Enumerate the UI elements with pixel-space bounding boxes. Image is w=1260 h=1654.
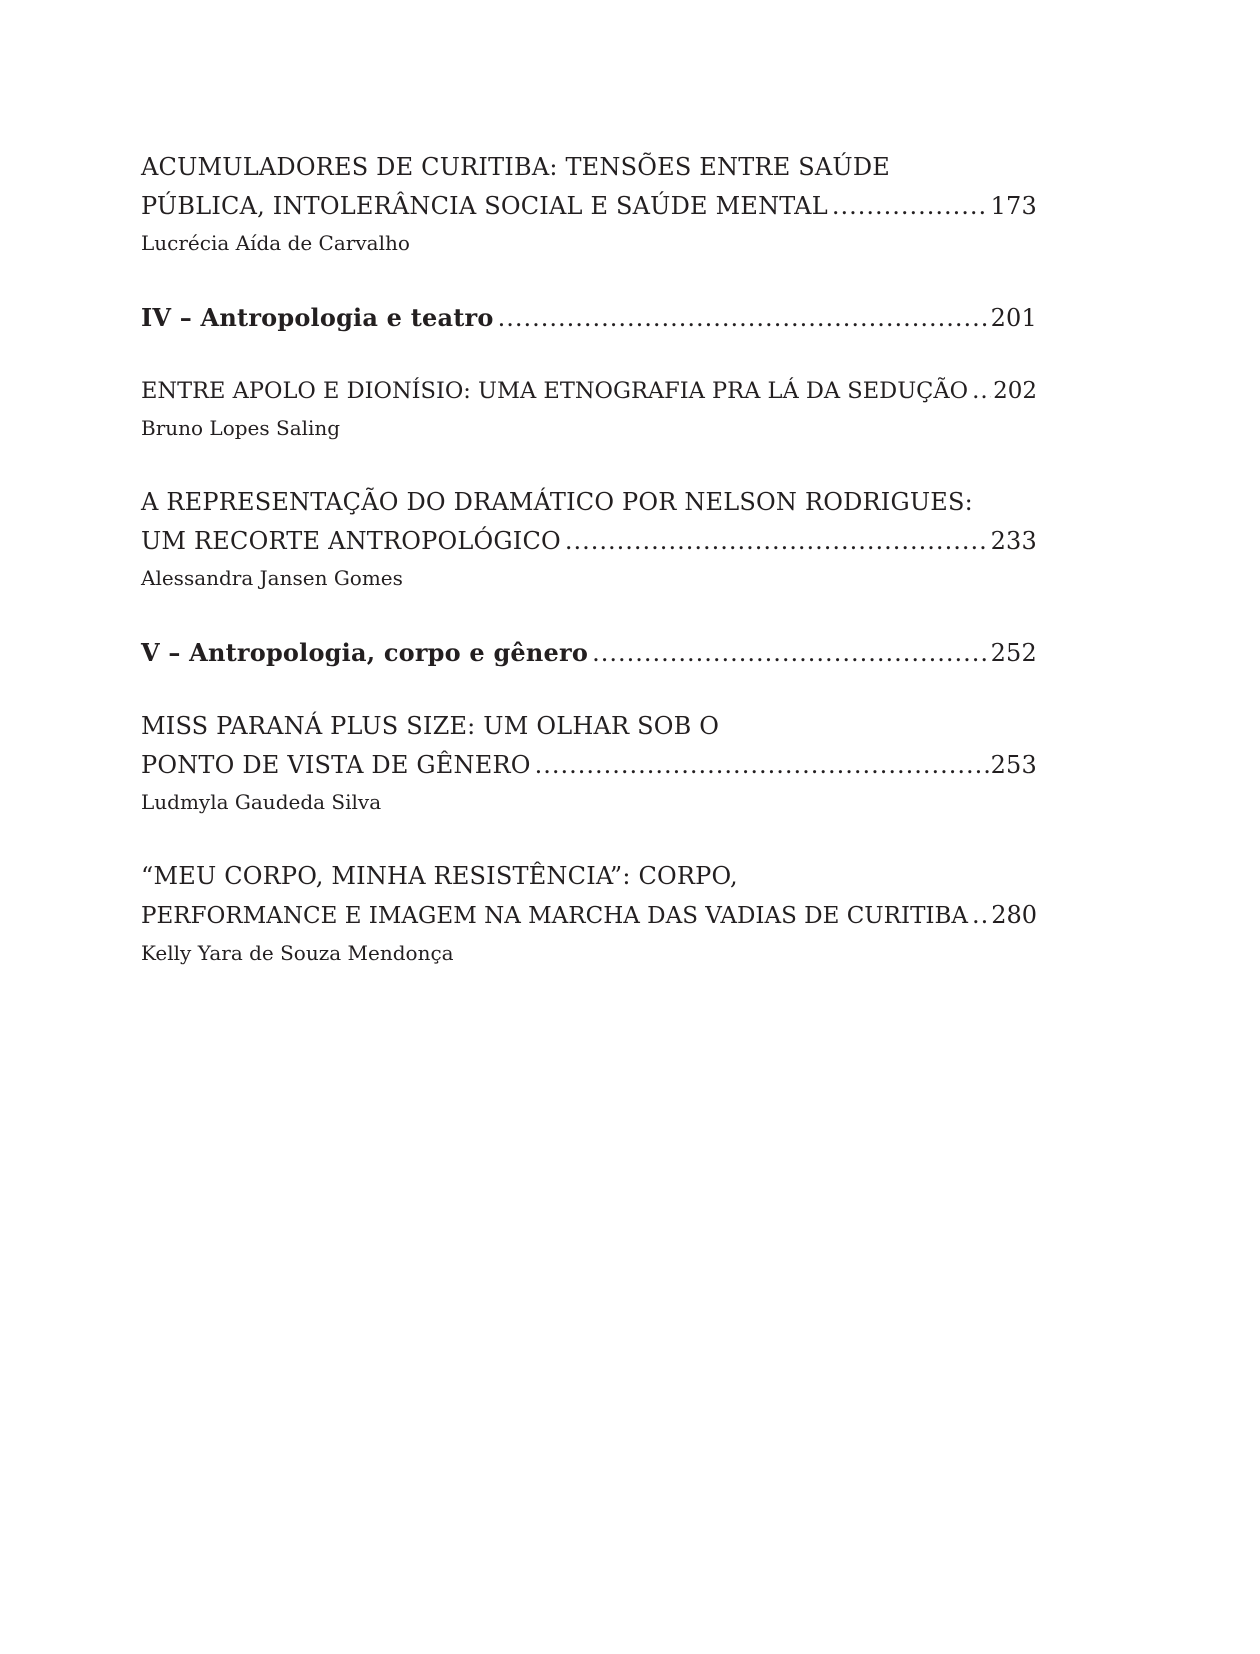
toc-title-leader-line xyxy=(141,522,1037,561)
page-number: 252 xyxy=(990,639,1037,667)
page-number: 202 xyxy=(993,378,1037,404)
dot-leader xyxy=(972,372,991,411)
dot-leader xyxy=(565,522,989,561)
author-name: Kelly Yara de Souza Mendonça xyxy=(141,941,454,965)
dot-leader xyxy=(592,634,989,673)
toc-title-leader-line xyxy=(141,896,1037,936)
author-name: Alessandra Jansen Gomes xyxy=(141,566,403,590)
dot-leader xyxy=(972,896,989,935)
page-number: 173 xyxy=(990,192,1037,220)
toc-title-line: PONTO DE VISTA DE GÊNERO xyxy=(141,751,531,779)
dot-leader xyxy=(832,187,989,226)
toc-title-leader-line xyxy=(141,746,1037,785)
toc-title-line: UM RECORTE ANTROPOLÓGICO xyxy=(141,527,561,555)
toc-title-line: PÚBLICA, INTOLERÂNCIA SOCIAL E SAÚDE MENTAL xyxy=(141,192,828,220)
toc-section-leader-line xyxy=(141,633,1037,673)
toc-title-leader-line xyxy=(141,187,1037,226)
toc-title-line: ENTRE APOLO E DIONÍSIO: UMA ETNOGRAFIA PRA LÁ DA SEDUÇÃO xyxy=(141,378,969,404)
toc-title-line: PERFORMANCE E IMAGEM NA MARCHA DAS VADIAS DE CURITIBA xyxy=(141,903,969,929)
author-name: Lucrécia Aída de Carvalho xyxy=(141,231,410,255)
toc-title-line: MISS PARANÁ PLUS SIZE: UM OLHAR SOB O xyxy=(141,712,720,740)
toc-entry xyxy=(141,483,1037,593)
toc-section-entry xyxy=(141,633,1037,673)
page-number: 280 xyxy=(991,901,1037,929)
toc-entry xyxy=(141,707,1037,817)
toc-entry xyxy=(141,857,1037,968)
section-title: V – Antropologia, corpo e gênero xyxy=(141,638,589,667)
author-name: Bruno Lopes Saling xyxy=(141,416,341,440)
toc-title-line: A REPRESENTAÇÃO DO DRAMÁTICO POR NELSON RODRIGUES: xyxy=(141,488,973,516)
toc-title-line: “MEU CORPO, MINHA RESISTÊNCIA”: CORPO, xyxy=(141,862,738,890)
toc-section-entry xyxy=(141,298,1037,338)
page-number: 253 xyxy=(990,751,1037,779)
page-number: 201 xyxy=(990,304,1037,332)
author-name: Ludmyla Gaudeda Silva xyxy=(141,790,382,814)
dot-leader xyxy=(498,299,989,338)
table-of-contents xyxy=(141,148,1037,968)
section-title: IV – Antropologia e teatro xyxy=(141,303,494,332)
dot-leader xyxy=(535,746,989,785)
toc-title-line: ACUMULADORES DE CURITIBA: TENSÕES ENTRE SAÚDE xyxy=(141,153,891,181)
toc-entry xyxy=(141,148,1037,258)
page-number: 233 xyxy=(990,527,1037,555)
toc-entry xyxy=(141,372,1037,443)
toc-title-leader-line xyxy=(141,372,1037,411)
toc-section-leader-line xyxy=(141,298,1037,338)
